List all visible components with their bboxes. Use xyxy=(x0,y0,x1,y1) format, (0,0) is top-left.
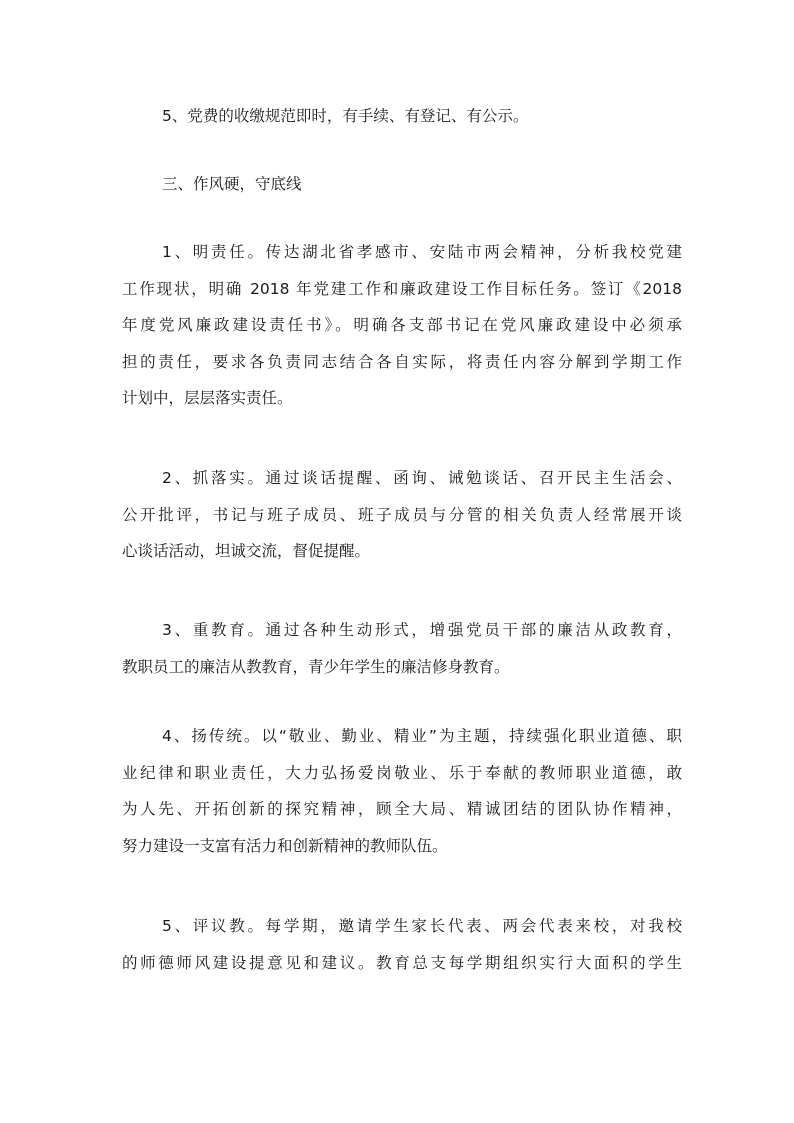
text-line: 担的责任，要求各负责同志结合各自实际，将责任内容分解到学期工作 xyxy=(122,352,682,371)
text-line: 的师德师风建设提意见和建议。教育总支每学期组织实行大面积的学生 xyxy=(122,953,682,972)
text-line: 三、作风硬，守底线 xyxy=(162,175,302,193)
paragraph-education xyxy=(122,612,682,685)
text-line: 为人先、开拓创新的探究精神，顾全大局、精诚团结的团队协作精神， xyxy=(122,800,682,819)
text-line: 4、扬传统。以“敬业、勤业、精业”为主题，持续强化职业道德、职 xyxy=(162,727,682,745)
paragraph-party-dues xyxy=(122,98,682,135)
paragraph-tradition xyxy=(122,718,682,864)
text-line: 业纪律和职业责任，大力弘扬爱岗敬业、乐于奉献的教师职业道德，敢 xyxy=(122,763,682,782)
paragraph-evaluation xyxy=(122,908,682,981)
text-line: 计划中，层层落实责任。 xyxy=(122,389,293,408)
text-line: 教职员工的廉洁从教教育，青少年学生的廉洁修身教育。 xyxy=(122,657,510,676)
text-line: 5、党费的收缴规范即时，有手续、有登记、有公示。 xyxy=(162,107,529,125)
text-line: 年度党风廉政建设责任书》。明确各支部书记在党风廉政建设中必须承 xyxy=(122,316,682,335)
text-line: 5、评议教。每学期，邀请学生家长代表、两会代表来校，对我校 xyxy=(162,917,682,935)
text-line: 公开批评，书记与班子成员、班子成员与分管的相关负责人经常展开谈 xyxy=(122,505,682,524)
paragraph-clarify-responsibility xyxy=(122,234,682,417)
text-line: 工作现状，明确 2018 年党建工作和廉政建设工作目标任务。签订《2018 xyxy=(122,279,682,298)
text-line: 1、明责任。传达湖北省孝感市、安陆市两会精神，分析我校党建 xyxy=(162,243,682,261)
paragraph-implementation xyxy=(122,460,682,570)
text-line: 心谈话活动，坦诚交流，督促提醒。 xyxy=(122,542,371,561)
text-line: 努力建设一支富有活力和创新精神的教师队伍。 xyxy=(122,836,448,855)
section-heading xyxy=(122,166,682,203)
text-line: 3、重教育。通过各种生动形式，增强党员干部的廉洁从政教育， xyxy=(162,621,682,639)
text-line: 2、抓落实。通过谈话提醒、函询、诫勉谈话、召开民主生活会、 xyxy=(162,469,682,487)
